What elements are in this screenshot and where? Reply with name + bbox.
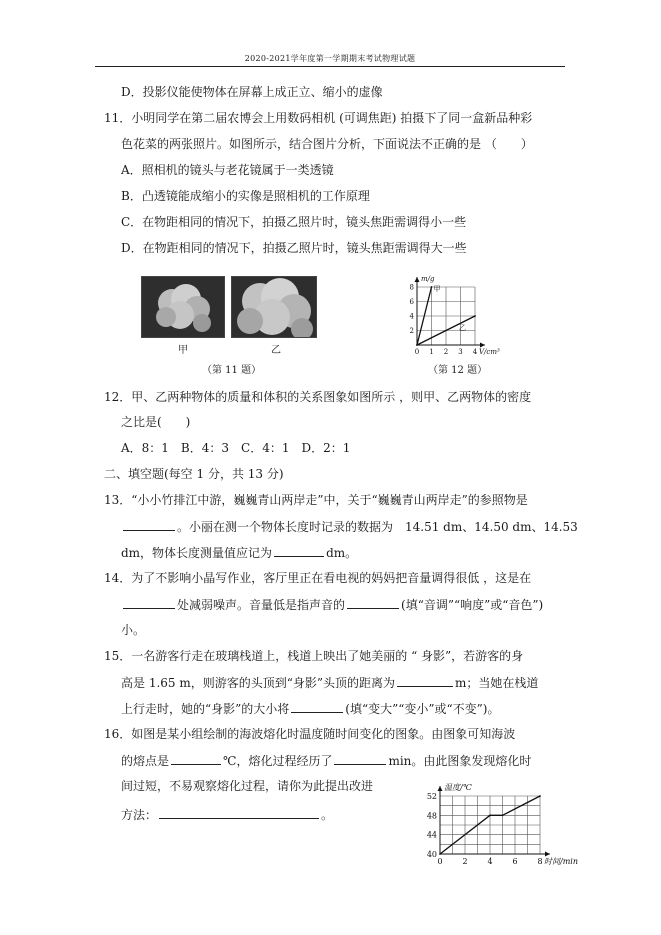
q11-option-d: D．在物距相同的情况下，拍摄乙照片时，镜头焦距需调得大一些 [121, 241, 467, 255]
x-tick-label: 8 [537, 857, 543, 866]
y-tick-label: 52 [426, 792, 437, 801]
y-tick-label: 44 [426, 830, 437, 840]
page-header: 2020-2021学年度第一学期期末考试物理试题 [244, 54, 416, 63]
data-point [489, 814, 491, 816]
x-tick-label: 6 [512, 857, 518, 866]
header-rule [95, 66, 565, 67]
x-axis-arrow [480, 343, 485, 348]
answer-blank[interactable] [123, 518, 175, 531]
answer-blank[interactable] [159, 806, 319, 819]
data-point [502, 814, 504, 816]
q12-options: A．8：1 B．4：3 C．4：1 D．2：1 [121, 441, 351, 455]
data-point [416, 344, 418, 346]
chart-mass-volume [400, 268, 515, 356]
q16-line1: 16．如图是某小组绘制的海波熔化时温度随时间变化的图象。由图象可知海波 [104, 727, 516, 741]
x-tick-label: 2 [443, 348, 449, 356]
y-tick-label: 48 [426, 811, 437, 821]
y-tick-label: 4 [409, 312, 414, 321]
q14-line2: 处减弱噪声。音量低是指声音的 (填“音调”“响度”或“音色”) [121, 596, 543, 613]
x-axis-label: 时间/min [544, 857, 578, 866]
caption-q12: （第 12 题） [428, 365, 488, 376]
q16-line4: 方法： 。 [121, 808, 334, 822]
q11-stem-line1: 11．小明同学在第二届农博会上用数码相机 (可调焦距) 拍摄下了同一盒新品种彩 [104, 111, 533, 125]
q12-stem-line1: 12．甲、乙两种物体的质量和体积的关系图象如图所示 ，则甲、乙两物体的密度 [104, 390, 532, 404]
x-tick-label: 1 [429, 348, 434, 356]
q10-option-d: D．投影仪能使物体在屏幕上成正立、缩小的虚像 [121, 85, 383, 99]
photo-jia [141, 276, 225, 338]
cauliflower-image-yi [232, 277, 316, 337]
q11-option-a: A．照相机的镜头与老花镜属于一类透镜 [121, 163, 334, 177]
cauliflower-image-jia [142, 277, 224, 337]
q15-line2: 高是 1.65 m，则游客的头顶到“身影”头顶的距离为 m；当她在栈道 [121, 676, 539, 690]
q13-line2: 。小丽在测一个物体长度时记录的数据为 14.51 dm、14.50 dm、14.53 [121, 518, 578, 535]
x-tick-label: 0 [437, 857, 443, 866]
answer-blank[interactable] [291, 700, 343, 713]
y-axis-label: 温度/℃ [444, 783, 472, 792]
x-axis-label: V/cm³ [479, 348, 500, 356]
q11-option-c: C．在物距相同的情况下，拍摄乙照片时，镜头焦距需调得小一些 [121, 215, 467, 229]
answer-blank[interactable] [347, 596, 399, 609]
x-axis-arrow [545, 852, 550, 857]
y-axis-label: m/g [421, 275, 435, 283]
q16-line2: 的熔点是 ℃，熔化过程经历了 min。由此图象发现熔化时 [121, 754, 532, 768]
q11-option-b: B．凸透镜能成缩小的实像是照相机的工作原理 [121, 189, 370, 203]
x-tick-label: 2 [462, 857, 468, 866]
answer-blank[interactable] [274, 544, 324, 557]
q14-line1: 14．为了不影响小晶写作业，客厅里正在看电视的妈妈把音量调得很低 ，这是在 [104, 571, 532, 585]
answer-blank[interactable] [123, 596, 175, 609]
data-point [539, 795, 541, 797]
series-label: 甲 [433, 285, 441, 293]
data-point [439, 853, 441, 855]
x-tick-label: 0 [414, 348, 420, 356]
q16-line3: 间过短，不易观察熔化过程，请你为此提出改进 [121, 779, 374, 793]
q12-stem-line2: 之比是( ) [121, 415, 191, 429]
q15-line1: 15．一名游客行走在玻璃栈道上，栈道上映出了她美丽的 “ 身影”，若游客的身 [104, 649, 524, 663]
data-point [474, 315, 476, 317]
answer-blank[interactable] [334, 752, 386, 765]
x-tick-label: 4 [487, 857, 493, 866]
y-tick-label: 40 [426, 850, 437, 859]
q13-line1: 13．“小小竹排江中游，巍巍青山两岸走”中，关于“巍巍青山两岸走”的参照物是 [104, 493, 528, 507]
q13-line3: dm，物体长度测量值应记为 dm。 [121, 546, 358, 560]
x-tick-label: 3 [458, 348, 463, 356]
y-axis-arrow [415, 277, 420, 282]
y-tick-label: 6 [409, 298, 414, 306]
photo-yi-label: 乙 [271, 345, 281, 356]
q11-stem-line2: 色花菜的两张照片。如图所示，结合图片分析，下面说法不正确的是 （ ） [121, 137, 533, 151]
photo-jia-label: 甲 [178, 345, 188, 356]
series-label: 乙 [459, 324, 466, 332]
caption-q11: （第 11 题） [202, 365, 262, 376]
chart-temperature-time [408, 772, 580, 872]
y-tick-label: 8 [409, 283, 414, 292]
answer-blank[interactable] [397, 674, 453, 687]
q14-line3: 小。 [121, 623, 146, 637]
q15-line3: 上行走时，她的“身影”的大小将 (填“变大”“变小”或“不变”)。 [121, 702, 500, 716]
y-tick-label: 2 [409, 327, 414, 335]
section-fill-blank-title: 二、填空题(每空 1 分，共 13 分) [104, 467, 284, 481]
answer-blank[interactable] [171, 752, 221, 765]
y-axis-arrow [438, 786, 443, 791]
data-point [431, 286, 433, 288]
photo-yi [231, 276, 317, 338]
x-tick-label: 4 [472, 348, 478, 356]
